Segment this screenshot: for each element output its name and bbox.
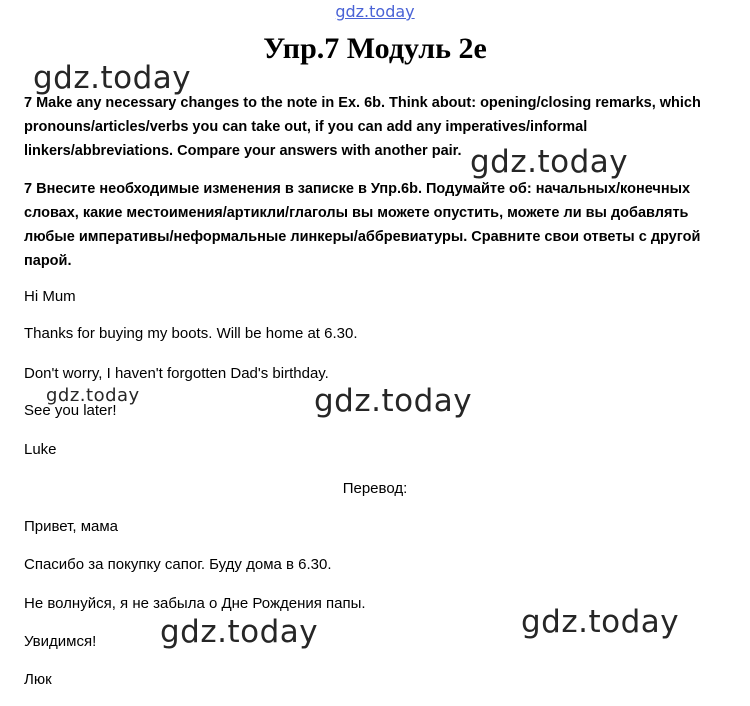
watermark: gdz.today: [160, 614, 319, 650]
top-watermark: gdz.today: [335, 2, 415, 21]
task-text-english: 7 Make any necessary changes to the note in Ex. 6b. Think about: opening/closing remarks, which pronouns/articles/verbs you can take out, if you can add any imperatives/informal linkers/abbreviations. Compare your answers with another pair.: [24, 95, 701, 159]
translation-label: Перевод:: [342, 480, 408, 497]
page-title: Упр.7 Модуль 2е: [263, 32, 487, 65]
watermark: gdz.today: [470, 144, 629, 180]
translation-line: Спасибо за покупку сапог. Буду дома в 6.30.: [24, 556, 332, 573]
watermark: gdz.today: [46, 385, 140, 406]
note-greeting: Hi Mum: [24, 288, 76, 305]
watermark: gdz.today: [33, 60, 192, 96]
translation-signature: Люк: [24, 671, 52, 688]
translation-greeting: Привет, мама: [24, 518, 118, 535]
task-text-russian: 7 Внесите необходимые изменения в записке в Упр.6b. Подумайте об: начальных/конечных словах, какие местоимения/артикли/глаголы вы можете опустить, можете ли вы добавлять любые императивы/неформальные линкеры/аббревиатуры. Сравните свои ответы с другой парой.: [24, 181, 701, 269]
translation-line: Не волнуйся, я не забыла о Дне Рождения папы.: [24, 595, 366, 612]
note-line: Don't worry, I haven't forgotten Dad's birthday.: [24, 365, 329, 382]
note-line: See you later!: [24, 402, 117, 419]
watermark: gdz.today: [314, 383, 473, 419]
note-signature: Luke: [24, 441, 57, 458]
note-line: Thanks for buying my boots. Will be home at 6.30.: [24, 325, 358, 342]
watermark: gdz.today: [521, 604, 680, 640]
translation-line: Увидимся!: [24, 633, 97, 650]
